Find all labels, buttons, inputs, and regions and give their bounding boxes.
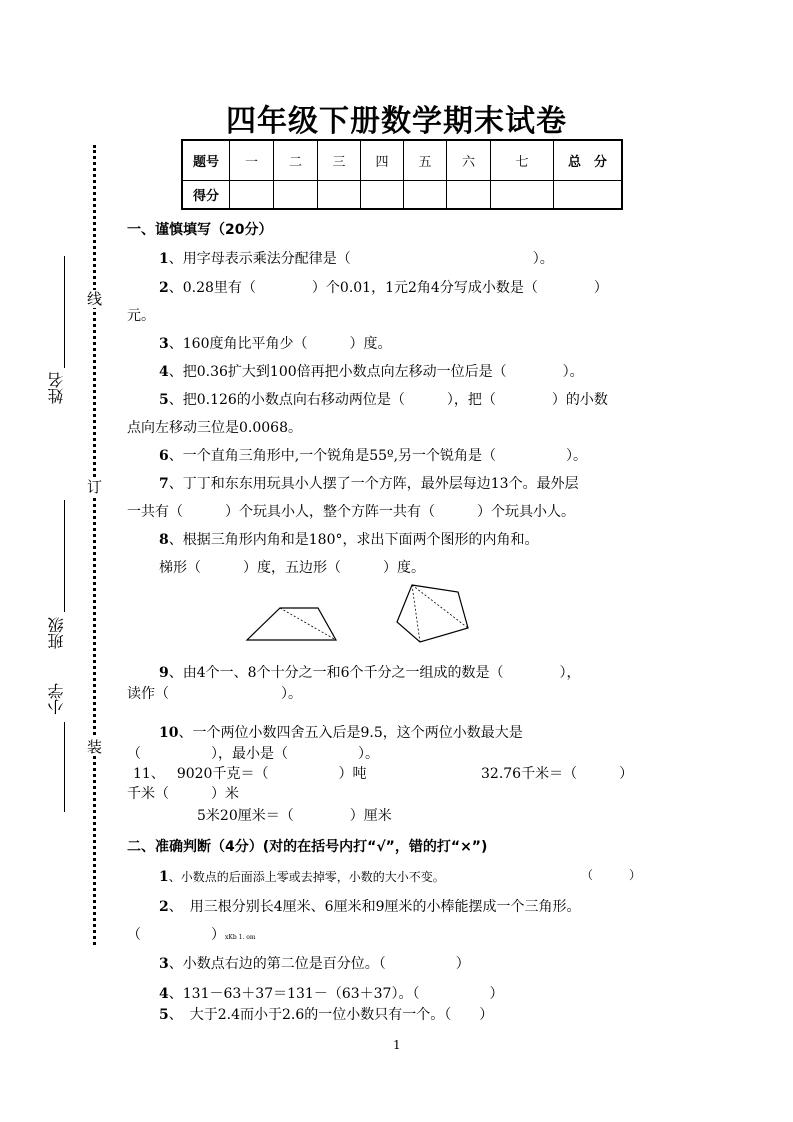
question-2-1: 1、小数点的后面添上零或去掉零，小数的大小不变。 — [159, 869, 445, 885]
class-underline[interactable] — [64, 500, 65, 612]
question-1-11-c: 5米20厘米＝（ ）厘米 — [197, 808, 392, 824]
binding-char-zhuang: 装 — [87, 738, 103, 756]
binding-char-line: 线 — [87, 290, 103, 308]
question-1-6: 6、一个直角三角形中,一个锐角是55º,另一个锐角是（ ）。 — [159, 448, 588, 464]
name-underline[interactable] — [64, 256, 65, 368]
question-2-2: 2、 用三根分别长4厘米、6厘米和9厘米的小棒能摆成一个三角形。 — [159, 899, 581, 915]
score-input-cell[interactable] — [404, 181, 447, 210]
question-1-7: 7、丁丁和东东用玩具小人摆了一个方阵，最外层每边13个。最外层 — [159, 476, 579, 492]
section2-heading: 二、准确判断（4分）(对的在括号内打“√”，错的打“×”) — [127, 839, 488, 855]
question-2-1-bracket: （ ） — [581, 868, 642, 882]
score-table-score-row — [182, 181, 622, 210]
score-header-cell: 七 — [491, 140, 554, 181]
question-2-4: 4、131－63＋37＝131－（63＋37）。（ ） — [159, 986, 504, 1002]
question-1-8: 8、根据三角形内角和是180°，求出下面两个图形的内角和。 — [159, 532, 539, 548]
score-header-cell: 总 分 — [554, 140, 623, 181]
binding-char-ding: 订 — [87, 478, 103, 496]
score-input-cell[interactable] — [361, 181, 404, 210]
question-1-10: 10、一个两位小数四舍五入后是9.5，这个两位小数最大是 — [159, 725, 523, 741]
trapezoid-shape — [247, 608, 336, 640]
question-1-8-cont: 梯形（ ）度，五边形（ ）度。 — [159, 560, 425, 576]
question-1-2-cont: 元。 — [127, 308, 155, 324]
question-1-11: 11、 9020千克＝（ ）吨 — [133, 766, 367, 782]
score-label-cell: 得分 — [182, 181, 230, 210]
page-title: 四年级下册数学期末试卷 — [226, 104, 567, 139]
score-header-cell: 一 — [230, 140, 274, 181]
question-1-9: 9、由4个一、8个十分之一和6个千分之一组成的数是（ ）， — [159, 665, 581, 681]
score-input-cell[interactable] — [274, 181, 318, 210]
score-header-cell: 二 — [274, 140, 318, 181]
question-1-2: 2、0.28里有（ ）个0.01，1元2角4分写成小数是（ ） — [159, 280, 608, 296]
shapes-figure — [240, 580, 480, 645]
question-1-1: 1、用字母表示乘法分配律是（ ）。 — [159, 251, 554, 267]
score-input-cell[interactable] — [447, 181, 491, 210]
question-2-2-cont: （ ）xKb 1. om — [127, 927, 256, 943]
score-header-cell: 六 — [447, 140, 491, 181]
question-1-3: 3、160度角比平角少（ ）度。 — [159, 336, 392, 352]
score-input-cell[interactable] — [491, 181, 554, 210]
page-number: 1 — [393, 1038, 401, 1052]
class-label: 班级 — [47, 617, 66, 649]
score-input-cell[interactable] — [318, 181, 361, 210]
score-header-cell: 五 — [404, 140, 447, 181]
question-1-11-b: 32.76千米＝（ ） — [481, 766, 634, 782]
question-2-5: 5、 大于2.4而小于2.6的一位小数只有一个。（ ） — [159, 1007, 494, 1023]
question-1-11-cont: 千米（ ）米 — [127, 786, 239, 802]
question-1-4: 4、把0.36扩大到100倍再把小数点向左移动一位后是（ ）。 — [159, 364, 584, 380]
score-header-cell: 四 — [361, 140, 404, 181]
score-header-cell: 三 — [318, 140, 361, 181]
score-input-cell[interactable] — [554, 181, 623, 210]
question-1-9-cont: 读作（ ）。 — [127, 686, 302, 702]
question-1-10-cont: （ ），最小是（ ）。 — [127, 746, 379, 762]
pentagon-shape — [397, 585, 468, 642]
school-underline[interactable] — [64, 722, 65, 812]
question-1-5-cont: 点向左移动三位是0.0068。 — [127, 420, 302, 436]
question-1-5: 5、把0.126的小数点向右移动两位是（ ），把（ ）的小数 — [159, 392, 608, 408]
name-label: 姓名 — [47, 372, 66, 404]
school-label: 小学 — [47, 683, 66, 715]
score-input-cell[interactable] — [230, 181, 274, 210]
question-2-3: 3、小数点右边的第二位是百分位。（ ） — [159, 956, 470, 972]
score-header-cell: 题号 — [182, 140, 230, 181]
section1-heading: 一、谨慎填写（20分） — [127, 222, 273, 238]
score-table — [181, 139, 623, 210]
question-1-7-cont: 一共有（ ）个玩具小人，整个方阵一共有（ ）个玩具小人。 — [127, 504, 575, 520]
binding-dotted-line — [93, 145, 96, 945]
score-table-header-row — [182, 140, 622, 181]
